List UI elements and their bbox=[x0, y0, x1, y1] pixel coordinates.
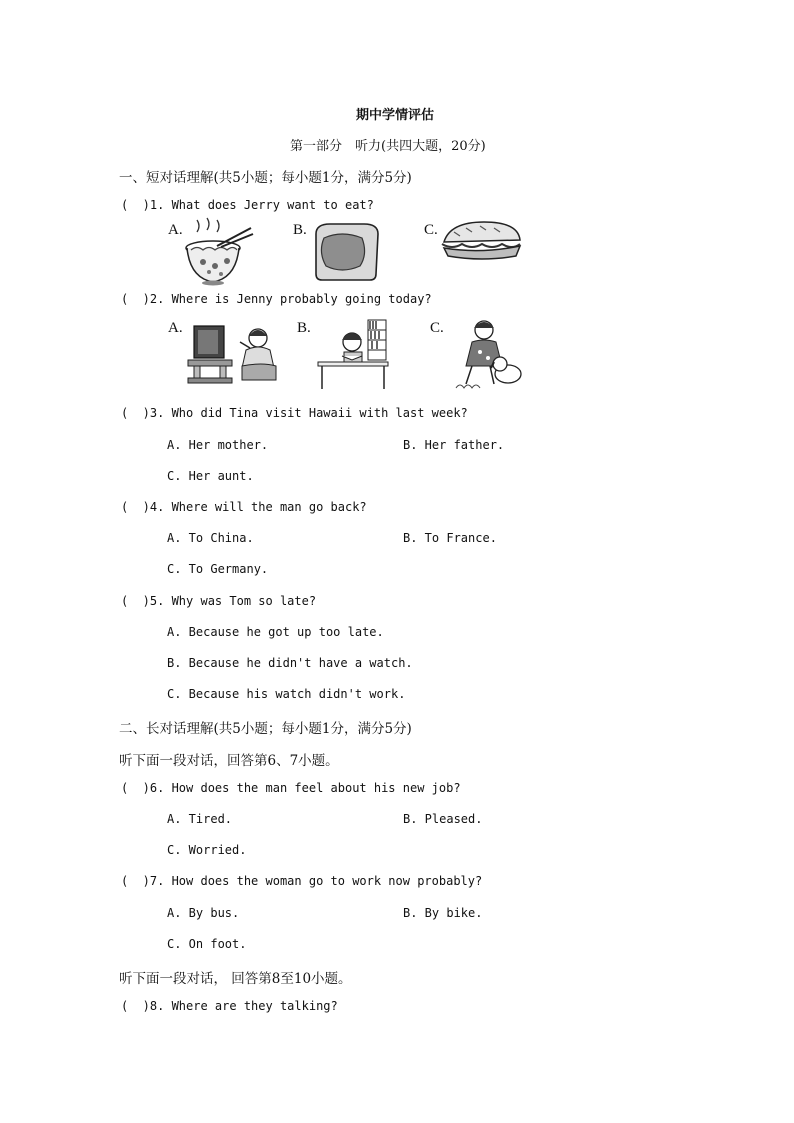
noodle-bowl-icon bbox=[183, 220, 253, 286]
q2-option-b-label: B. bbox=[297, 320, 311, 336]
q4-option-b: B. To France. bbox=[403, 531, 497, 545]
section-2-heading: 二、长对话理解(共5小题；每小题1分，满分5分) bbox=[119, 721, 412, 737]
q4-option-a: A. To China. bbox=[167, 531, 254, 545]
q2-option-a-label: A. bbox=[168, 320, 183, 336]
q7-option-a: A. By bus. bbox=[167, 906, 240, 920]
q3-option-a: A. Her mother. bbox=[167, 438, 269, 452]
q3-option-c: C. Her aunt. bbox=[167, 469, 254, 483]
girl-reading-library-icon bbox=[316, 318, 390, 390]
q1-option-a-label: A. bbox=[168, 222, 183, 238]
question-5: ( )5. Why was Tom so late? bbox=[121, 594, 317, 608]
q6-option-a: A. Tired. bbox=[167, 812, 233, 826]
question-7: ( )7. How does the woman go to work now probably? bbox=[121, 874, 483, 888]
q6-option-c: C. Worried. bbox=[167, 843, 247, 857]
q1-option-c-label: C. bbox=[424, 222, 438, 238]
q3-option-b: B. Her father. bbox=[403, 438, 505, 452]
q4-option-c: C. To Germany. bbox=[167, 562, 269, 576]
girl-with-dog-icon bbox=[450, 318, 524, 392]
question-2: ( )2. Where is Jenny probably going today? bbox=[121, 292, 432, 306]
q7-option-c: C. On foot. bbox=[167, 937, 247, 951]
part-heading: 第一部分 听力(共四大题，20分) bbox=[290, 139, 486, 154]
q2-option-c-label: C. bbox=[430, 320, 444, 336]
q7-option-b: B. By bike. bbox=[403, 906, 483, 920]
question-1: ( )1. What does Jerry want to eat? bbox=[121, 198, 374, 212]
question-4: ( )4. Where will the man go back? bbox=[121, 500, 367, 514]
section-2-intro-2: 听下面一段对话， 回答第8至10小题。 bbox=[119, 971, 352, 987]
q1-option-b-label: B. bbox=[293, 222, 307, 238]
sandwich-icon bbox=[440, 220, 522, 262]
question-3: ( )3. Who did Tina visit Hawaii with last week? bbox=[121, 406, 468, 420]
question-6: ( )6. How does the man feel about his new job? bbox=[121, 781, 461, 795]
q5-option-c: C. Because his watch didn't work. bbox=[167, 687, 406, 701]
section-1-heading: 一、短对话理解(共5小题；每小题1分，满分5分) bbox=[119, 170, 412, 186]
girl-watching-tv-icon bbox=[186, 320, 280, 384]
section-2-intro-1: 听下面一段对话，回答第6、7小题。 bbox=[119, 753, 339, 769]
q6-option-b: B. Pleased. bbox=[403, 812, 483, 826]
q5-option-b: B. Because he didn't have a watch. bbox=[167, 656, 413, 670]
q5-option-a: A. Because he got up too late. bbox=[167, 625, 384, 639]
exam-title: 期中学情评估 bbox=[356, 108, 435, 123]
toast-icon bbox=[310, 222, 380, 282]
question-8: ( )8. Where are they talking? bbox=[121, 999, 338, 1013]
